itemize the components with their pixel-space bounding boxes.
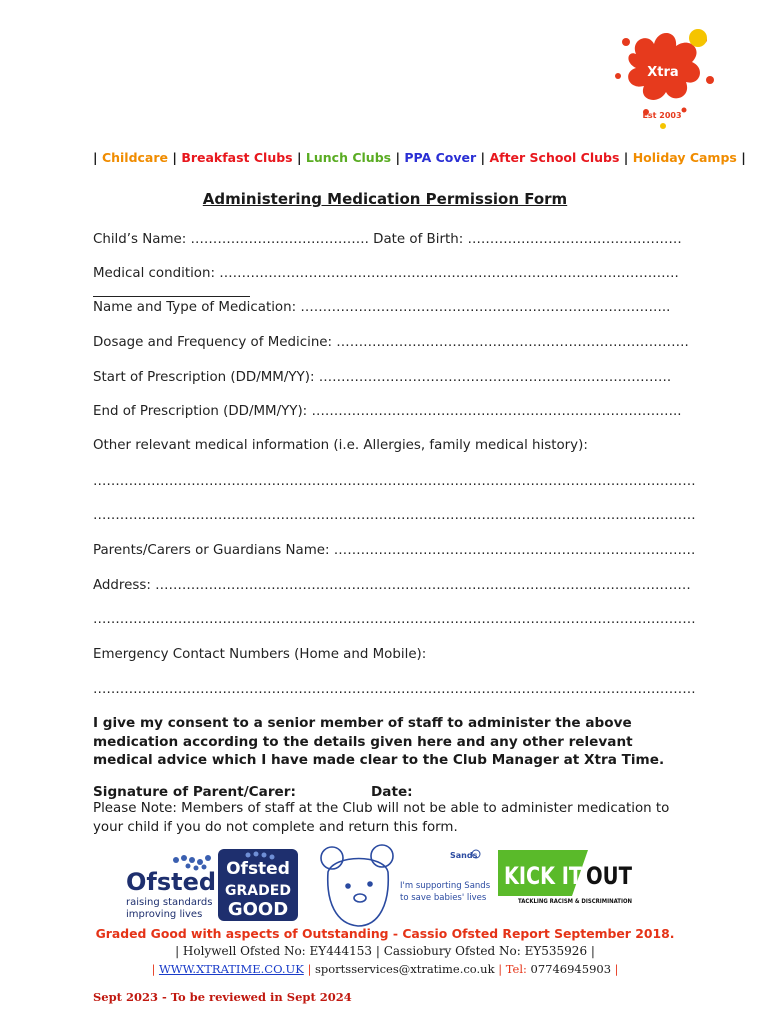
signature-row [93, 784, 413, 800]
website-link[interactable]: WWW.XTRATIME.CO.UK [158, 962, 304, 976]
ofsted-tagline-2: improving lives [126, 909, 203, 920]
end-prescription-field[interactable]: End of Prescription (DD/MM/YY): ……………………………………………………………………….. [93, 404, 682, 419]
divider-rule [93, 296, 250, 297]
guardians-name-field[interactable]: Parents/Carers or Guardians Name: ……………………………………………………………………… [93, 543, 696, 558]
other-info-line-1[interactable]: ……………………………………………………………………………………………………………………… [93, 474, 696, 489]
form-title: Administering Medication Permission Form [202, 190, 568, 208]
medical-condition-field[interactable]: Medical condition: …………………………………………………………………………………………. [93, 266, 679, 281]
signature-label[interactable]: Signature of Parent/Carer: [93, 784, 296, 800]
service-breakfast-clubs: Breakfast Clubs [181, 150, 293, 165]
email-address[interactable]: sportsservices@xtratime.co.uk [314, 962, 495, 976]
xtra-time-logo [606, 20, 724, 132]
emergency-contact-label: Emergency Contact Numbers (Home and Mobile): [93, 647, 427, 662]
childs-name-field[interactable]: Child’s Name: …………………………………. Date of Birth: ………………………………………… [93, 232, 682, 247]
service-holiday-camps: Holiday Camps [632, 150, 737, 165]
tel-label: Tel: [505, 962, 527, 976]
ofsted-name: Ofsted [126, 868, 217, 896]
sands-logo [400, 846, 491, 906]
service-childcare: Childcare [101, 150, 169, 165]
service-ppa-cover: PPA Cover [404, 150, 477, 165]
start-prescription-field[interactable]: Start of Prescription (DD/MM/YY): ……………………………………………………………………. [93, 370, 672, 385]
logo-brand-text: Xtra [647, 65, 679, 80]
consent-statement: I give my consent to a senior member of staff to administer the above medication according to the details given here and any other relevant medical advice which I have made clear to the Club Manager at Xtra Time. [93, 715, 665, 768]
sands-name: Sands [450, 851, 478, 860]
kick-it-out-logo [496, 850, 634, 906]
tel-number[interactable]: 07746945903 [530, 962, 612, 976]
date-label[interactable]: Date: [371, 784, 413, 800]
teddy-bear-icon [318, 842, 398, 930]
graded-ofsted-name: Ofsted [226, 859, 290, 879]
service-after-school-clubs: After School Clubs [489, 150, 620, 165]
other-info-label: Other relevant medical information (i.e. Allergies, family medical history): [93, 438, 588, 453]
logo-est-text: Est 2003 [642, 111, 682, 120]
address-line-2[interactable]: ……………………………………………………………………………………………………………………… [93, 612, 696, 627]
medication-field[interactable]: Name and Type of Medication: ……………………………………………………………………….. [93, 300, 671, 315]
kick-it-text: KICK IT [504, 862, 583, 890]
ofsted-logo [126, 850, 216, 920]
emergency-contact-line[interactable]: ……………………………………………………………………………………………………………………… [93, 682, 696, 697]
out-text: OUT [586, 862, 633, 890]
ofsted-graded-good-badge [218, 849, 298, 921]
please-note: Please Note: Members of staff at the Club will not be able to administer medication to your child if you do not complete and return this form. [93, 801, 670, 835]
dosage-field[interactable]: Dosage and Frequency of Medicine: ……………………………………………………………………. [93, 335, 689, 350]
sands-line-1: I'm supporting Sands [400, 881, 491, 891]
ofsted-numbers: | Holywell Ofsted No: EY444153 | Cassiobury Ofsted No: EY535926 | [175, 944, 595, 958]
services-line: | Childcare | Breakfast Clubs | Lunch Clubs | PPA Cover | After School Clubs | Holiday Camps | [93, 150, 746, 165]
kick-it-out-tagline: TACKLING RACISM & DISCRIMINATION [518, 898, 632, 905]
address-field[interactable]: Address: ………………………………………………………………………………………………………… [93, 578, 691, 593]
graded-good-statement: Graded Good with aspects of Outstanding - Cassio Ofsted Report September 2018. [95, 926, 675, 941]
ofsted-tagline-1: raising standards [126, 897, 213, 908]
graded-word: GRADED [225, 883, 291, 899]
review-date: Sept 2023 - To be reviewed in Sept 2024 [93, 990, 352, 1004]
contact-line: | WWW.XTRATIME.CO.UK | sportsservices@xtratime.co.uk | Tel: 07746945903 | [151, 962, 619, 976]
graded-good-word: GOOD [227, 899, 289, 920]
service-lunch-clubs: Lunch Clubs [305, 150, 392, 165]
sands-line-2: to save babies' lives [400, 893, 487, 903]
other-info-line-2[interactable]: ……………………………………………………………………………………………………………………… [93, 508, 696, 523]
